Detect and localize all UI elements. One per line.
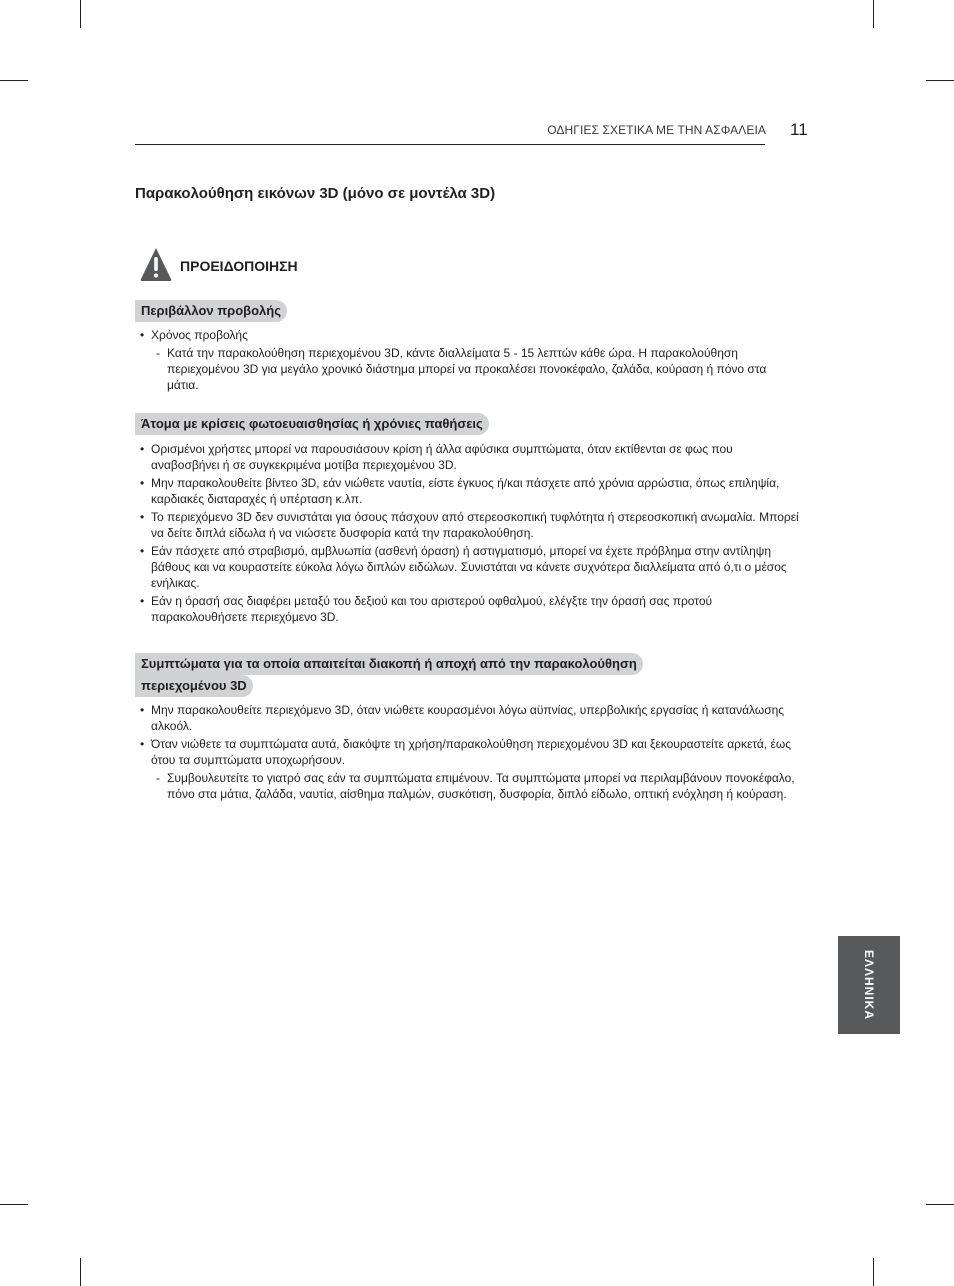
warning-block xyxy=(139,244,298,284)
crop-mark xyxy=(0,80,28,81)
crop-mark xyxy=(873,0,874,28)
subsection-viewing-environment xyxy=(135,300,800,395)
list-item: • Εάν η όρασή σας διαφέρει μεταξύ του δεξιού και του αριστερού οφθαλμού, ελέγξτε την όρασή σας προτού παρακολουθήσετε περιεχόμενο 3D. xyxy=(135,593,800,625)
language-tab-label: ΕΛΛΗΝΙΚΑ xyxy=(862,949,876,1020)
crop-mark xyxy=(926,80,954,81)
warning-label: ΠΡΟΕΙΔΟΠΟΙΗΣΗ xyxy=(180,258,298,274)
list-item: • Όταν νιώθετε τα συμπτώματα αυτά, διακόψτε τη χρήση/παρακολούθηση περιεχομένου 3D και ξεκουραστείτε αρκετά, έως ότου τα συμπτώματα υποχωρήσουν. xyxy=(135,736,800,768)
list-item: • Εάν πάσχετε από στραβισμό, αμβλυωπία (ασθενή όραση) ή αστιγματισμό, μπορεί να έχετε πρόβλημα στην αντίληψη βάθους και να κουραστείτε εύκολα λόγω διπλών ειδώλων. Συνιστάται να κάνετε συχνότερα διαλλείματα από ό,τι ο μέσος ενήλικας. xyxy=(135,543,800,591)
list-item: - Κατά την παρακολούθηση περιεχομένου 3D, κάντε διαλλείματα 5 - 15 λεπτών κάθε ώρα. Η παρακολούθηση περιεχομένου 3D για μεγάλο χρονικό διάστημα μπορεί να προκαλέσει πονοκέφαλο, ζαλάδα, κούραση ή πόνο στα μάτια. xyxy=(135,345,800,393)
subsection-photosensitive xyxy=(135,413,800,627)
subsection-heading: Συμπτώματα για τα οποία απαιτείται διακοπή ή αποχή από την παρακολούθηση xyxy=(135,653,643,675)
language-tab xyxy=(838,936,900,1034)
list-item: - Συμβουλευτείτε το γιατρό σας εάν τα συμπτώματα επιμένουν. Τα συμπτώματα μπορεί να περιλαμβάνουν πονοκέφαλο, πόνο στα μάτια, ζαλάδα, ναυτία, αίσθημα παλμών, συσκότιση, δυσφορία, διπλό είδωλο, οπτική ενόχληση ή κούραση. xyxy=(135,770,800,802)
list-item: • Χρόνος προβολής xyxy=(135,327,800,343)
subsection-heading: περιεχομένου 3D xyxy=(135,675,253,697)
subsection-heading: Άτομα με κρίσεις φωτοευαισθησίας ή χρόνιες παθήσεις xyxy=(135,413,489,435)
page-number: 11 xyxy=(790,120,808,139)
running-header: ΟΔΗΓΙΕΣ ΣΧΕΤΙΚΑ ΜΕ ΤΗΝ ΑΣΦΑΛΕΙΑ xyxy=(547,123,766,137)
crop-mark xyxy=(873,1258,874,1286)
crop-mark xyxy=(926,1204,954,1205)
crop-mark xyxy=(0,1204,28,1205)
subsection-symptoms xyxy=(135,653,800,804)
list-item: • Ορισμένοι χρήστες μπορεί να παρουσιάσουν κρίση ή άλλα αφύσικα συμπτώματα, όταν εκτίθενται σε φως που αναβοσβήνει ή σε συγκεκριμένα μοτίβα περιεχομένου 3D. xyxy=(135,441,800,473)
list-item: • Μην παρακολουθείτε βίντεο 3D, εάν νιώθετε ναυτία, είστε έγκυος ή/και πάσχετε από χρόνια αρρώστια, όπως επιληψία, καρδιακές διαταραχές ή υπέρταση κ.λπ. xyxy=(135,475,800,507)
list-item: • Το περιεχόμενο 3D δεν συνιστάται για όσους πάσχουν από στερεοσκοπική τυφλότητα ή στερεοσκοπική ανωμαλία. Μπορεί να δείτε διπλά είδωλα ή να νιώσετε δυσφορία κατά την παρακολούθηση. xyxy=(135,509,800,541)
warning-triangle-icon xyxy=(139,246,173,282)
list-item: • Μην παρακολουθείτε περιεχόμενο 3D, όταν νιώθετε κουρασμένοι λόγω αϋπνίας, υπερβολικής εργασίας ή κατανάλωσης αλκοόλ. xyxy=(135,702,800,734)
crop-mark xyxy=(80,1258,81,1286)
section-title: Παρακολούθηση εικόνων 3D (μόνο σε μοντέλα 3D) xyxy=(135,185,496,202)
header-rule xyxy=(135,144,765,145)
subsection-heading: Περιβάλλον προβολής xyxy=(135,300,287,322)
crop-mark xyxy=(80,0,81,28)
